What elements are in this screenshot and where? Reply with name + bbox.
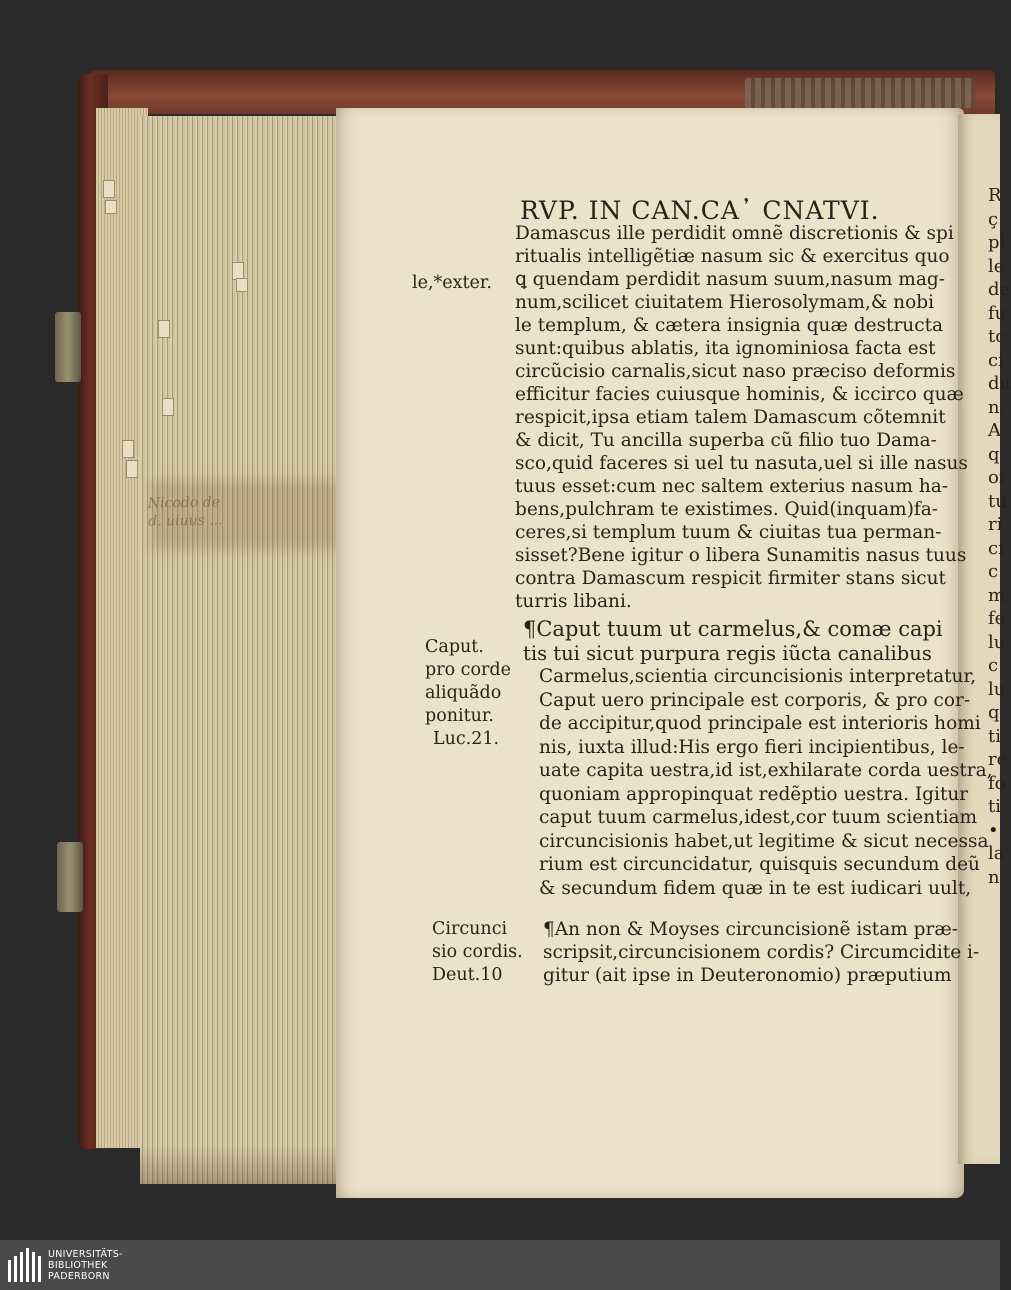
page-tab [122, 440, 134, 458]
text-line: Caput uero principale est corporis, & pro cor- [539, 689, 971, 711]
text-line: efficitur facies cuiusque hominis, & iccirco quæ [515, 384, 964, 405]
text-line: tis tui sicut purpura regis iũcta canalibus [523, 641, 932, 665]
facing-page-text: R ç pl le de fu tc ci du n; A q oı tu ri ci c m fe lu c lu q ti re fo ti • la n [988, 185, 1011, 888]
text-line: ceres,si templum tuum & ciuitas tua perman- [515, 522, 942, 543]
text-line: uate capita uestra,id ist,exhilarate corda uestra, [539, 760, 993, 781]
text-line: de accipitur,quod principale est interioris homi [539, 713, 981, 734]
handwritten-note: Nicodo de d. uiuus ... [147, 494, 223, 530]
paragraph-2 [523, 618, 993, 900]
text-line: Carmelus,scientia circuncisionis interpretatur, [539, 666, 977, 687]
spine-decoration [745, 78, 975, 108]
library-logo-icon [8, 1248, 42, 1282]
margin-note: le,*exter. [412, 273, 492, 293]
text-line: sco,quid faceres si uel tu nasuta,uel si ille nasus [515, 453, 968, 474]
page-tab [126, 460, 138, 478]
text-line: ¶Caput tuum ut carmelus,& comæ capi [523, 617, 943, 641]
text-line: & secundum fidem quæ in te est iudicari uult, [539, 877, 972, 899]
text-line: circũcisio carnalis,sicut naso præciso deformis [515, 361, 956, 382]
text-line: turris libani. [515, 591, 632, 612]
text-line: ꝗ quendam perdidit nasum suum,nasum mag- [515, 269, 945, 290]
clasp-lower [57, 842, 83, 912]
page-tab [236, 278, 248, 292]
paragraph-1 [515, 222, 968, 613]
library-name: UNIVERSITÄTS- BIBLIOTHEK PADERBORN [48, 1249, 123, 1282]
text-line: respicit,ipsa etiam talem Damascum cõtemnit [515, 407, 946, 428]
text-line: nis, iuxta illud:His ergo fieri incipientibus, le- [539, 736, 965, 758]
paragraph-3 [543, 918, 979, 987]
text-line: rium est circuncidatur, quisquis secundum deũ [539, 854, 980, 875]
text-line: sisset?Bene igitur o libera Sunamitis nasus tuus [515, 545, 967, 566]
text-line: Damascus ille perdidit omnẽ discretionis & spi [515, 223, 954, 244]
text-line: le templum, & cætera insignia quæ destructa [515, 315, 944, 336]
text-line: contra Damascum respicit firmiter stans sicut [515, 568, 946, 589]
library-footer [0, 1240, 1000, 1290]
text-line: bens,pulchram te existimes. Quid(inquam)fa- [515, 499, 939, 520]
text-line: caput tuum carmelus,idest,cor tuum scientiam [539, 807, 978, 828]
text-line: ritualis intelligẽtiæ nasum sic & exercitus quo [515, 246, 950, 267]
text-line: & dicit, Tu ancilla superba cũ filio tuo Dama- [515, 430, 937, 451]
margin-note-circuncisio: Circunci sio cordis. Deut.10 [432, 919, 523, 985]
text-line: scripsit,circuncisionem cordis? Circumcidite i- [543, 942, 980, 963]
page-tab [105, 200, 117, 214]
page-tab [162, 398, 174, 416]
text-line: circuncisionis habet,ut legitime & sicut necessa [539, 830, 989, 852]
running-header: RVP. IN CAN.CA᾽ CNATVI. [520, 196, 880, 225]
text-line: tuus esset:cum nec saltem exterius nasum ha- [515, 476, 949, 497]
clasp-upper [55, 312, 81, 382]
margin-note-caput: Caput. pro corde aliquãdo ponitur. Luc.21. [425, 637, 511, 749]
page-tab [103, 180, 115, 198]
page-tab [158, 320, 170, 338]
text-line: gitur (ait ipse in Deuteronomio) præputium [543, 965, 952, 986]
text-line: ¶An non & Moyses circuncisionẽ istam præ- [543, 919, 958, 940]
text-line: quoniam appropinquat redẽptio uestra. Igitur [539, 783, 969, 805]
text-line: sunt:quibus ablatis, ita ignominiosa facta est [515, 338, 936, 359]
text-line: num,scilicet ciuitatem Hierosolymam,& nobi [515, 292, 934, 313]
